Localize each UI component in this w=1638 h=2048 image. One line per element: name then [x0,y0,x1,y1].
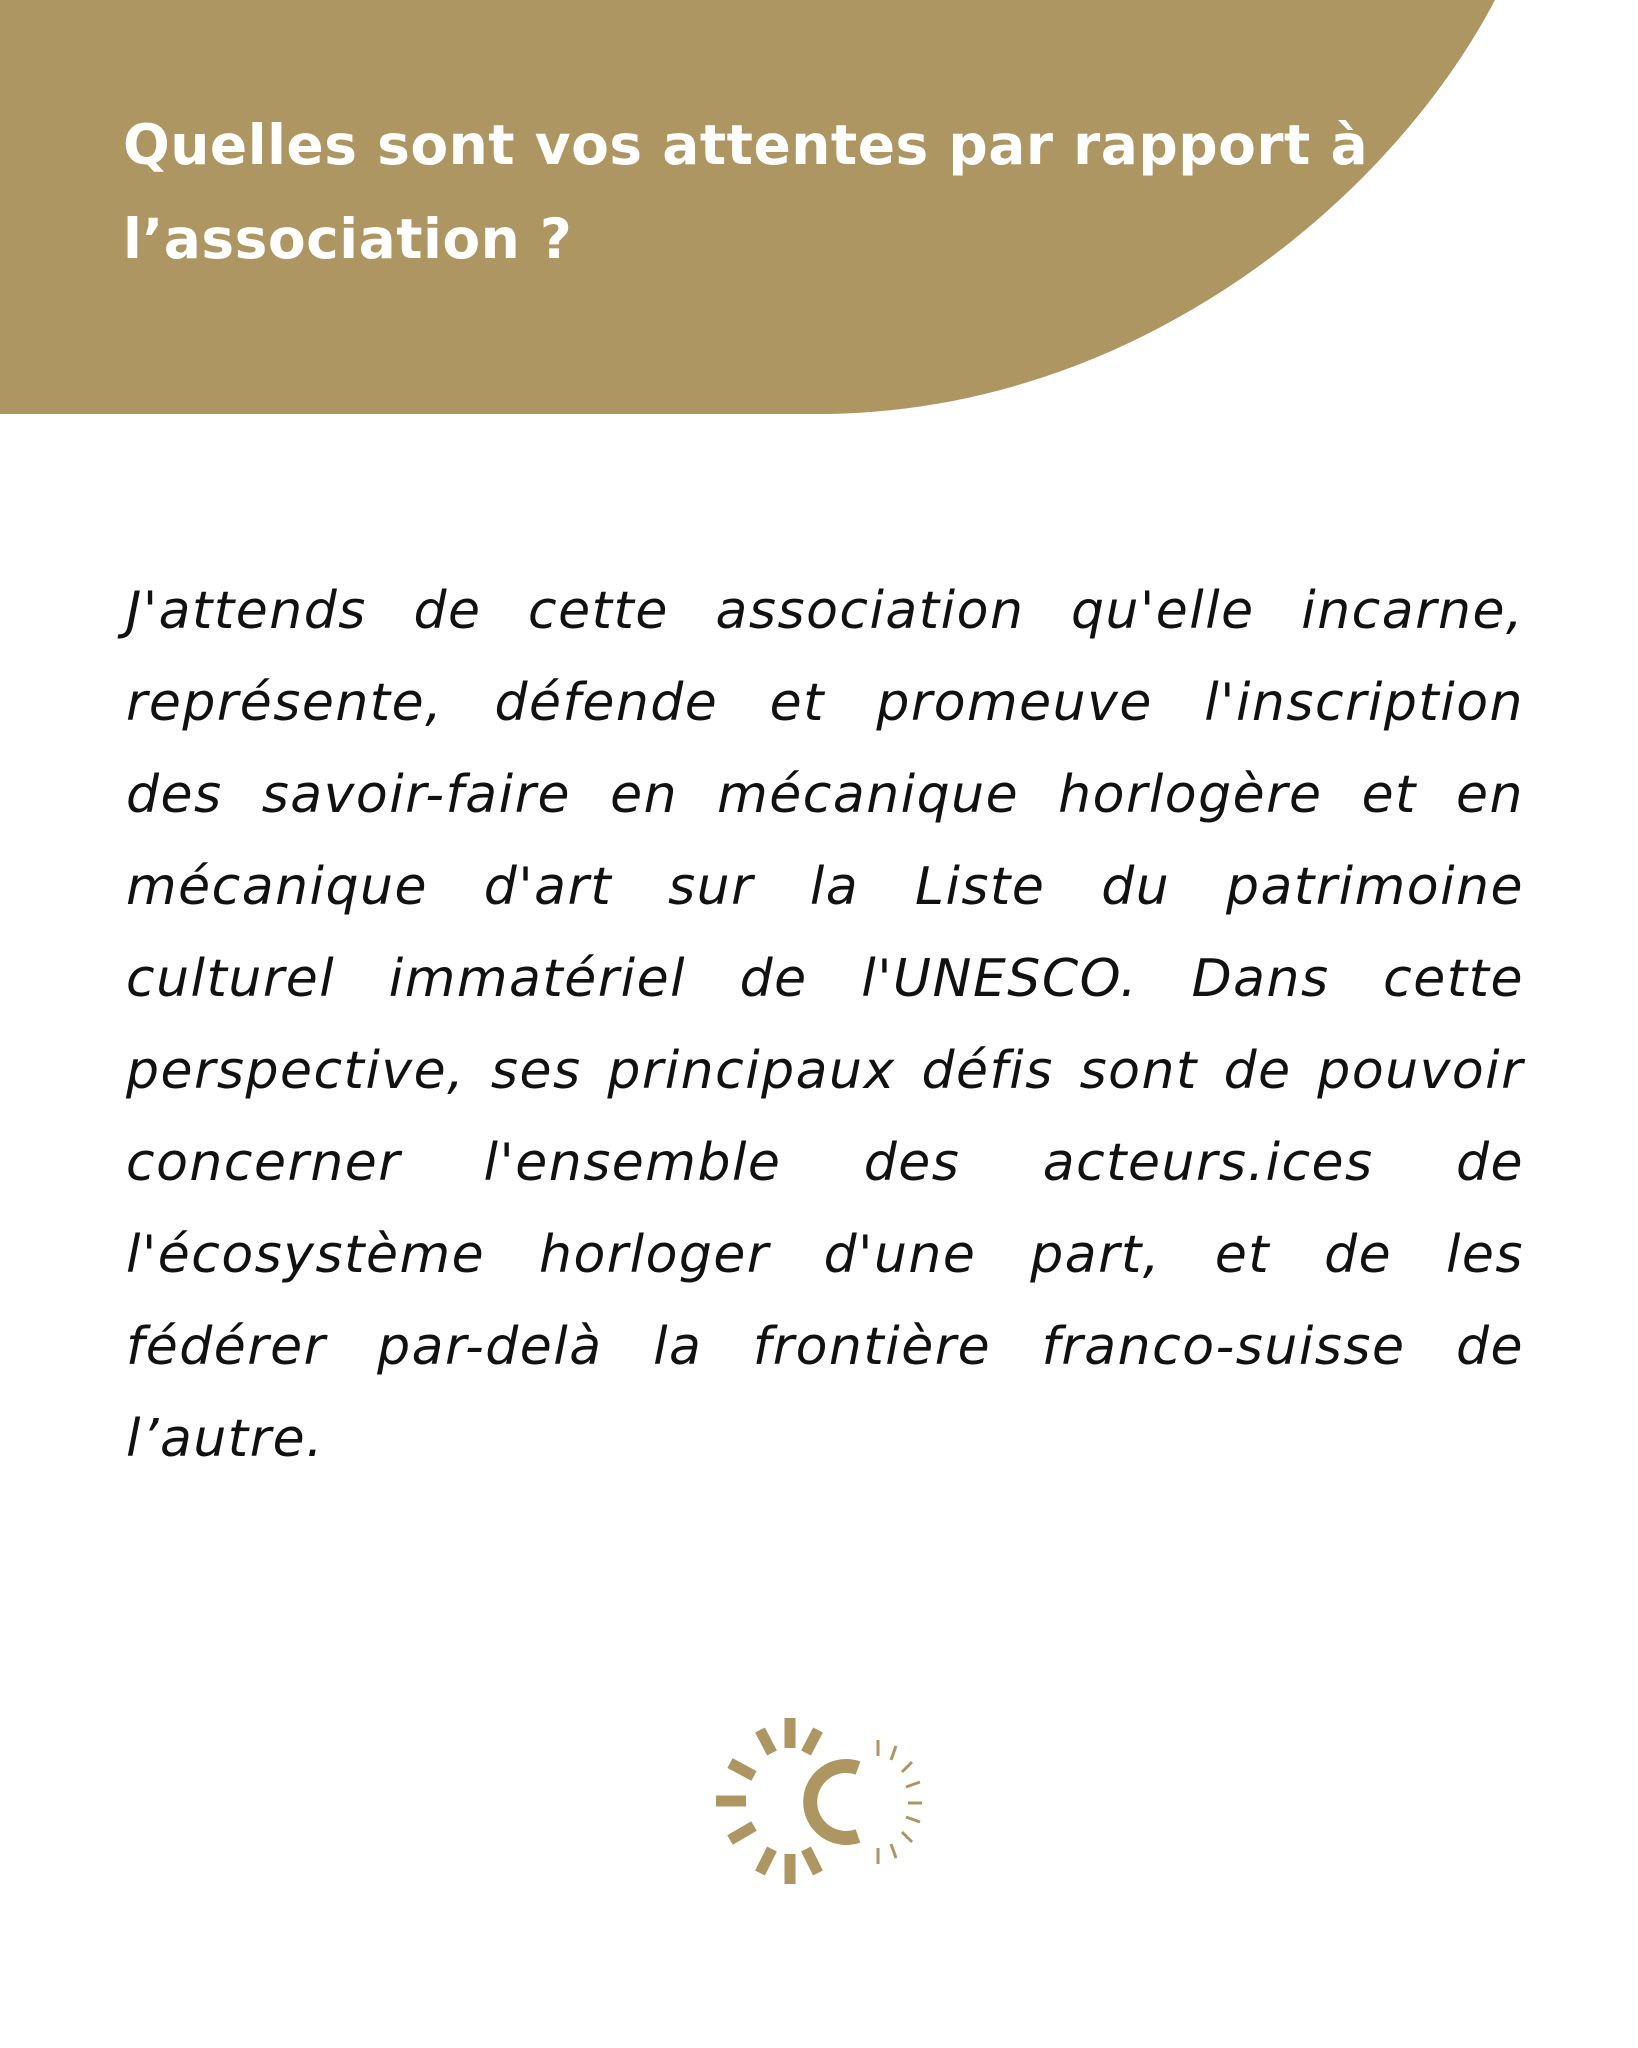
sun-burst-logo-icon [708,1718,948,1888]
page-title: Quelles sont vos attentes par rapport à l’association ? [123,113,1369,271]
testimonial-quote: J'attends de cette association qu'elle incarne, représente, défende et promeuve l'inscription des savoir-faire en mécanique horlogère et en mécanique d'art sur la Liste du patrimoine culturel immatériel de l'UNESCO. Dans cette perspective, ses principaux défis sont de pouvoir concerner l'ensemble des acteurs.ices de l'écosystème horloger d'une part, et de les fédérer par-delà la frontière franco-suisse de l’autre. [126,581,1524,1469]
